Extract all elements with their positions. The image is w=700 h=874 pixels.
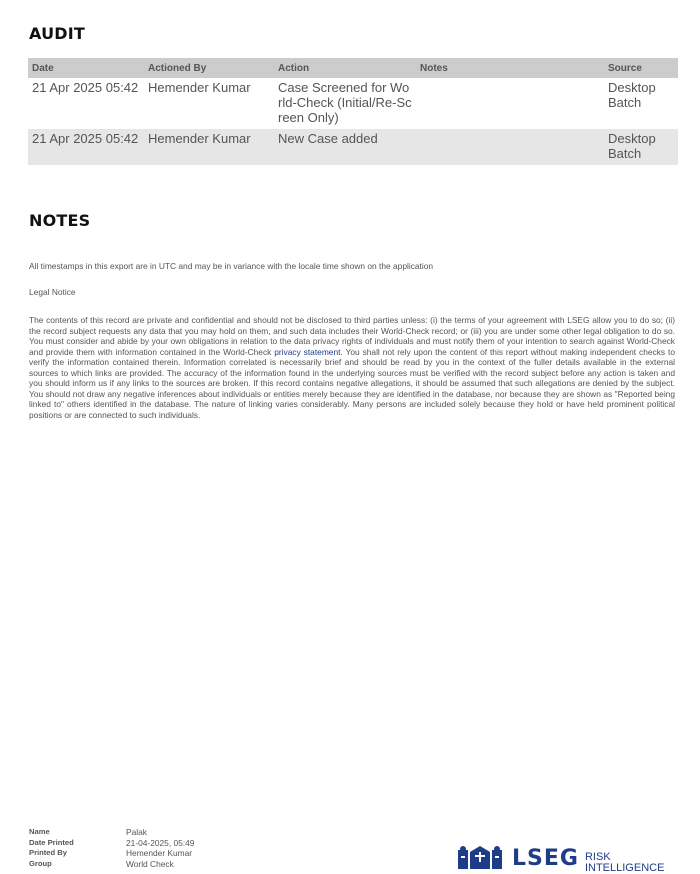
table-row <box>28 78 678 129</box>
privacy-statement-link[interactable]: privacy statement <box>274 346 341 357</box>
column-header-source: Source <box>604 58 678 78</box>
name-label: Name <box>29 827 50 836</box>
cell-action: New Case added <box>274 129 416 165</box>
crest-icon <box>456 846 504 869</box>
legal-notice-text <box>29 315 675 420</box>
cell-actioned-by: Hemender Kumar <box>148 80 251 95</box>
print-details-footer <box>29 827 194 869</box>
logo-subtitle-line2: INTELLIGENCE <box>584 862 665 874</box>
legal-text-part-2: . You shall not rely upon the content of this report without making independent checks to verify the information contained therein. Information correlated is necessarily brief and should be read by you in the context of the fuller details available in the external sources to which links are provided. The accuracy of the information found in the underlying sources must be verified with the record subject before any action is taken and you should inform us if any links to the sources are broken. If this record contains negative allegations, it should be assumed that such allegations are denied by the subject. You should not draw any negative inferences about individuals or entities merely because they are identified in the database, nor because they are shown as "Reported being linked to" others identified in the database. The nature of linking varies considerably. Many persons are included solely because they hold or have held prominent political positions or are connected to such individuals. <box>29 346 675 420</box>
logo-subtitle-line1: RISK <box>584 851 611 863</box>
cell-notes <box>416 78 604 129</box>
cell-date: 21 Apr 2025 05:42 <box>28 129 144 165</box>
date-printed-label: Date Printed <box>29 837 74 847</box>
audit-section-title: AUDIT <box>29 24 86 43</box>
name-value: Palak <box>126 827 147 837</box>
logo-wordmark: LSEG <box>512 846 579 871</box>
date-printed-value: 21-04-2025, 05:49 <box>126 837 195 848</box>
legal-notice-heading: Legal Notice <box>29 287 76 297</box>
column-header-actioned-by: Actioned By <box>144 58 274 78</box>
audit-table <box>28 58 678 165</box>
cell-source: Desktop Batch <box>604 129 678 165</box>
group-label: Group <box>29 858 52 868</box>
cell-date: 21 Apr 2025 05:42 <box>32 80 139 95</box>
notes-section-title: NOTES <box>29 211 91 230</box>
cell-action: Case Screened for World-Check (Initial/Re-Screen Only) <box>278 80 412 125</box>
column-header-action: Action <box>274 58 416 78</box>
timezone-note: All timestamps in this export are in UTC and may be in variance with the locale time shown on the application <box>29 261 434 271</box>
group-value: World Check <box>126 858 174 869</box>
lseg-logo <box>456 846 664 874</box>
table-row <box>28 129 678 165</box>
legal-text-part-1: The contents of this record are private and confidential and should not be disclosed to third parties unless: (i) the terms of your agreement with LSEG allow you to do so; (ii) the record subject requests any data that you may hold on them, and such data includes their World-Check record; or (iii) you are under some other legal obligation to do so. You must consider and abide by your own obligations in relation to the data privacy rights of individuals and must notify them of your intention to search against World-Check and provide them with information contained in the World-Check <box>29 315 675 357</box>
column-header-date: Date <box>28 58 144 78</box>
logo-subtitle <box>585 852 664 874</box>
cell-notes <box>416 129 604 165</box>
cell-actioned-by: Hemender Kumar <box>144 129 274 165</box>
printed-by-value: Hemender Kumar <box>126 848 193 859</box>
printed-by-label: Printed By <box>29 848 67 858</box>
column-header-notes: Notes <box>416 58 604 78</box>
audit-header-row <box>28 58 678 78</box>
cell-source: Desktop Batch <box>608 80 656 110</box>
